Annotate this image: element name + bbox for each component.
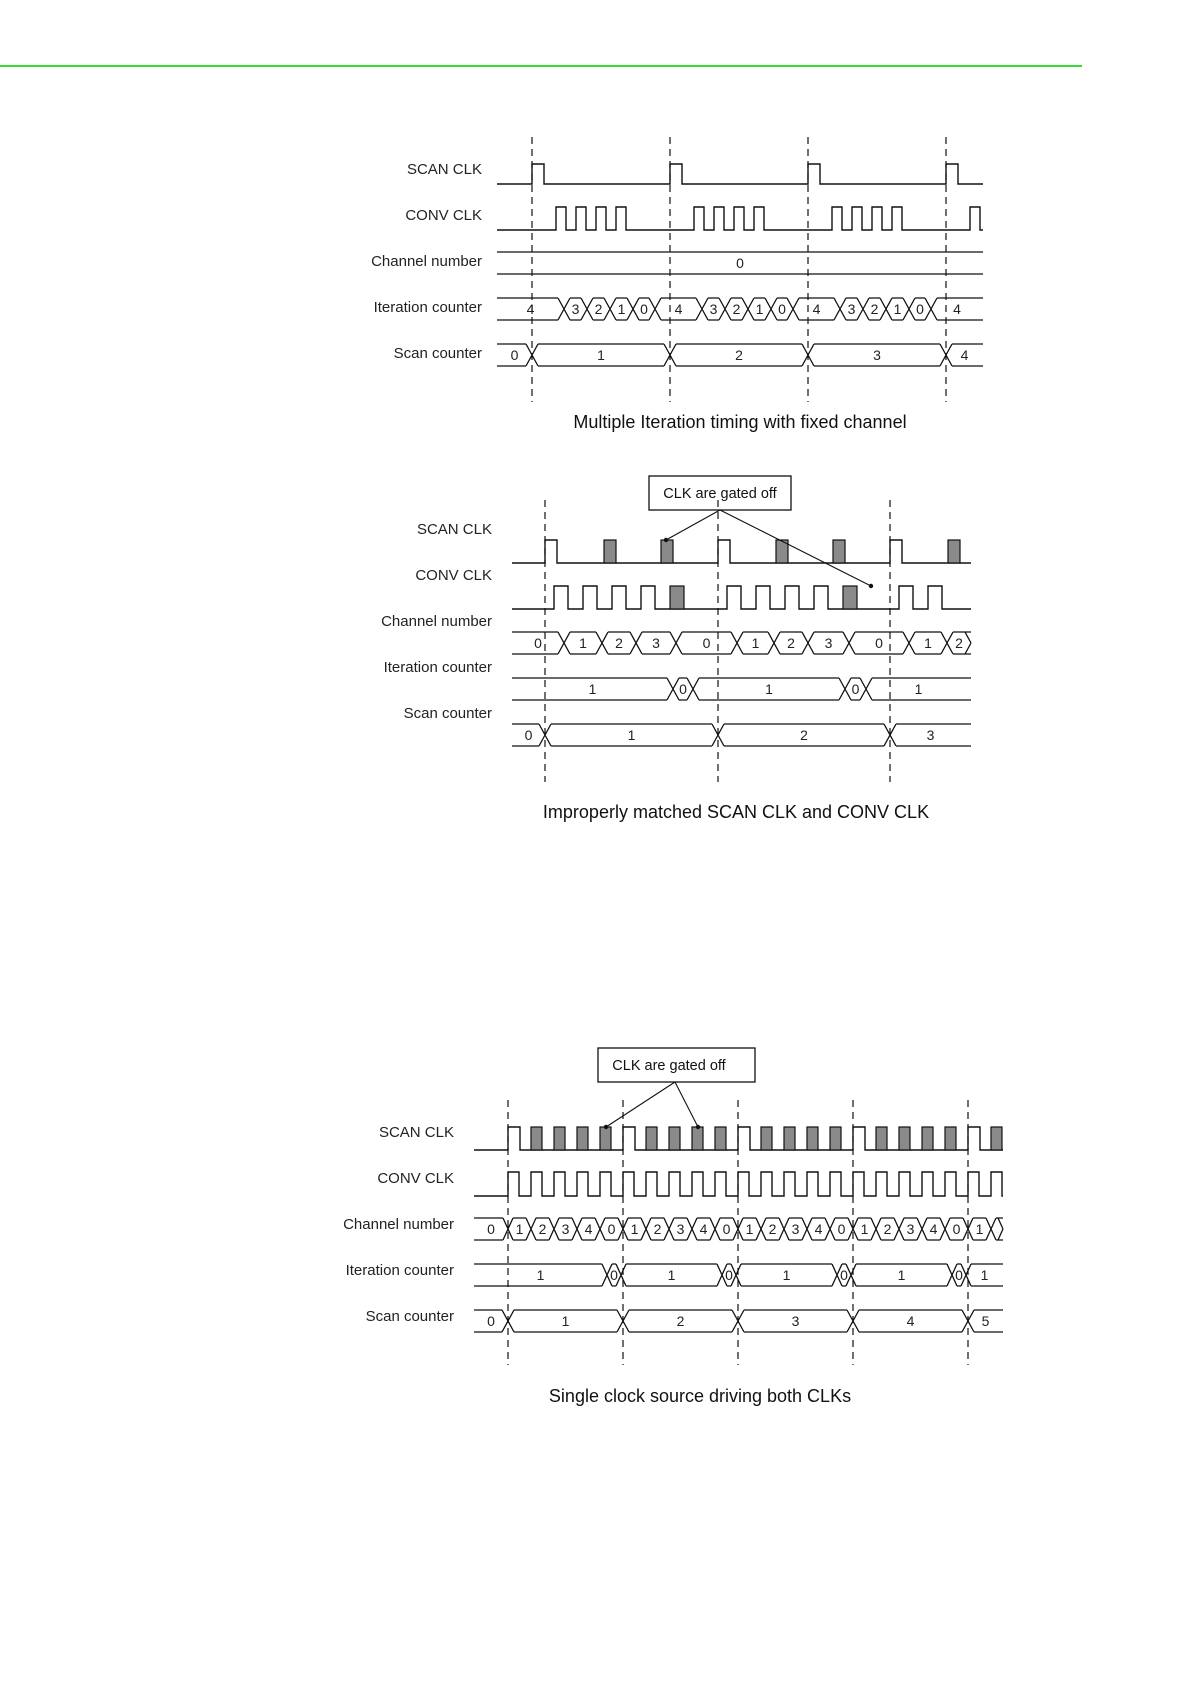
scan-clk-wave: [512, 540, 971, 563]
diagram-single-clock-source: [343, 1048, 1003, 1406]
row-label-conv-clk: CONV CLK: [377, 1170, 454, 1187]
gated-pulse: [669, 1127, 680, 1150]
bus-transition: [604, 298, 616, 320]
bus-transition: [802, 1218, 812, 1240]
bus-value: 1: [860, 1221, 869, 1237]
gated-pulse: [600, 1127, 611, 1150]
bus-value: 1: [630, 1221, 639, 1237]
gated-pulse: [692, 1127, 703, 1150]
bus-value: 1: [745, 1221, 754, 1237]
bus-transition: [667, 678, 679, 700]
bus-value: 2: [735, 347, 743, 363]
bus-value: 0: [840, 1267, 848, 1283]
bus-value: 3: [791, 1313, 800, 1329]
bus-value: 1: [897, 1267, 906, 1283]
gated-pulse: [531, 1127, 542, 1150]
bus-transition: [857, 298, 869, 320]
bus-transition: [802, 632, 814, 654]
bus-open-end: [965, 632, 971, 654]
bus-transition: [742, 298, 754, 320]
bus-transition: [558, 632, 570, 654]
bus-transition: [687, 678, 699, 700]
bus-transition: [787, 298, 799, 320]
gated-pulse: [715, 1127, 726, 1150]
bus-value: 0: [679, 681, 687, 697]
diagram-multiple-iteration: [371, 137, 983, 432]
bus-value: 2: [676, 1313, 685, 1329]
gated-pulse: [843, 586, 857, 609]
gated-pulse: [833, 540, 845, 563]
bus-transition: [903, 298, 915, 320]
diagram-1-waveforms: [497, 137, 983, 402]
bus-value: 1: [914, 681, 923, 697]
bus-transition: [526, 1218, 536, 1240]
gated-pulse: [945, 1127, 956, 1150]
bus-value: 2: [787, 635, 795, 651]
bus-value: 4: [584, 1221, 593, 1237]
bus-value: 3: [873, 347, 881, 363]
row-label-iteration-counter: Iteration counter: [383, 659, 492, 676]
bus-value: 1: [536, 1267, 545, 1283]
bus-value: 0: [487, 1313, 495, 1329]
bus-transition: [549, 1218, 559, 1240]
gated-pulse: [807, 1127, 818, 1150]
callout-dot: [696, 1125, 700, 1129]
bus-value: 4: [929, 1221, 938, 1237]
bus-transition: [860, 678, 872, 700]
bus-transition: [595, 1218, 605, 1240]
bus-value: 0: [725, 1267, 733, 1283]
bus-transition: [880, 298, 892, 320]
bus-value: 1: [597, 347, 605, 363]
bus-value: 3: [824, 635, 833, 651]
bus-transition: [917, 1218, 927, 1240]
bus-transition: [940, 1218, 950, 1240]
diagram-3-waveforms: [474, 1082, 1003, 1365]
bus-value: 4: [674, 301, 683, 317]
bus-value: 0: [851, 681, 860, 697]
bus-transition: [558, 298, 570, 320]
callout-leader: [675, 1082, 698, 1127]
bus-transition: [839, 678, 851, 700]
bus-transition: [986, 1218, 996, 1240]
bus-transition: [843, 632, 855, 654]
bus-value: 1: [975, 1221, 984, 1237]
row-label-iteration-counter: Iteration counter: [345, 1262, 454, 1279]
bus-transition: [731, 632, 743, 654]
gated-pulse: [577, 1127, 588, 1150]
bus-value: 2: [955, 635, 963, 651]
bus-value: 1: [627, 727, 636, 743]
bus-transition: [710, 1218, 720, 1240]
row-label-conv-clk: CONV CLK: [405, 207, 482, 224]
gated-pulse: [661, 540, 673, 563]
bus-value: 0: [875, 635, 883, 651]
bus-transition: [581, 298, 593, 320]
bus-value: 1: [579, 635, 587, 651]
bus-transition: [941, 632, 953, 654]
gated-pulse: [670, 586, 684, 609]
bus-value: 0: [607, 1221, 616, 1237]
row-label-scan-counter: Scan counter: [403, 705, 492, 722]
bus-value: 1: [561, 1313, 570, 1329]
bus-transition: [834, 298, 846, 320]
callout-text: CLK are gated off: [612, 1058, 726, 1074]
bus-value: 4: [526, 301, 535, 317]
bus-value: 0: [955, 1267, 963, 1283]
conv-clk-wave: [512, 586, 971, 609]
bus-transition: [627, 298, 639, 320]
bus-value: 0: [736, 255, 744, 271]
bus-value: 4: [953, 301, 961, 317]
bus-value: 2: [800, 727, 808, 743]
bus-value: 0: [702, 635, 711, 651]
bus-value: 4: [814, 1221, 823, 1237]
row-label-scan-counter: Scan counter: [365, 1308, 454, 1325]
bus-value: 0: [916, 301, 924, 317]
bus-value: 0: [778, 301, 786, 317]
row-label-conv-clk: CONV CLK: [415, 567, 492, 584]
bus-value: 2: [615, 635, 623, 651]
callout-dot: [604, 1125, 608, 1129]
gated-pulse: [948, 540, 960, 563]
row-label-channel-number: Channel number: [381, 613, 492, 630]
callout-text: CLK are gated off: [663, 486, 777, 502]
bus-value: 3: [561, 1221, 570, 1237]
bus-value: 0: [534, 635, 542, 651]
bus-transition: [765, 298, 777, 320]
bus-transition: [825, 1218, 835, 1240]
bus-value: 1: [751, 635, 760, 651]
bus-value: 4: [699, 1221, 708, 1237]
bus-transition: [871, 1218, 881, 1240]
bus-value: 2: [732, 301, 741, 317]
gated-pulse: [761, 1127, 772, 1150]
bus-value: 5: [981, 1313, 990, 1329]
bus-value: 2: [653, 1221, 662, 1237]
bus-transition: [894, 1218, 904, 1240]
gated-pulse: [604, 540, 616, 563]
bus-transition: [649, 298, 661, 320]
bus-value: 3: [676, 1221, 685, 1237]
gated-pulse: [554, 1127, 565, 1150]
bus-value: 2: [594, 301, 603, 317]
row-label-channel-number: Channel number: [371, 253, 482, 270]
bus-value: 1: [755, 301, 764, 317]
bus-value: 1: [893, 301, 902, 317]
gated-pulse: [646, 1127, 657, 1150]
bus-value: 1: [924, 635, 932, 651]
bus-transition: [572, 1218, 582, 1240]
bus-transition: [925, 298, 937, 320]
bus-value: 1: [588, 681, 597, 697]
bus-value: 3: [571, 301, 580, 317]
bus-value: 3: [791, 1221, 800, 1237]
bus-transition: [630, 632, 642, 654]
diagram-caption: Single clock source driving both CLKs: [548, 1386, 852, 1406]
bus-value: 1: [617, 301, 626, 317]
bus-value: 3: [926, 727, 935, 743]
bus-value: 0: [610, 1267, 618, 1283]
gated-pulse: [830, 1127, 841, 1150]
callout-leader: [666, 510, 720, 540]
bus-transition: [756, 1218, 766, 1240]
bus-value: 2: [538, 1221, 547, 1237]
row-label-scan-clk: SCAN CLK: [406, 161, 482, 178]
conv-clk-wave: [497, 207, 983, 230]
bus-transition: [670, 632, 682, 654]
callout-leader: [606, 1082, 675, 1127]
bus-value: 1: [667, 1267, 676, 1283]
callout-dot: [664, 538, 668, 542]
callout-leader: [720, 510, 871, 586]
bus-value: 2: [768, 1221, 777, 1237]
gated-pulse: [899, 1127, 910, 1150]
bus-transition: [641, 1218, 651, 1240]
bus-value: 0: [510, 347, 519, 363]
bus-value: 3: [906, 1221, 915, 1237]
bus-value: 4: [906, 1313, 915, 1329]
bus-transition: [903, 632, 915, 654]
diagram-improperly-matched: [381, 476, 971, 822]
bus-open-end: [998, 1218, 1003, 1240]
bus-transition: [596, 632, 608, 654]
bus-transition: [779, 1218, 789, 1240]
bus-value: 0: [722, 1221, 731, 1237]
bus-value: 1: [980, 1267, 989, 1283]
bus-transition: [696, 298, 708, 320]
bus-value: 1: [515, 1221, 524, 1237]
bus-value: 0: [524, 727, 533, 743]
callout-dot: [869, 584, 873, 588]
bus-transition: [719, 298, 731, 320]
row-label-channel-number: Channel number: [343, 1216, 454, 1233]
bus-value: 1: [782, 1267, 791, 1283]
bus-value: 2: [870, 301, 879, 317]
bus-value: 3: [652, 635, 660, 651]
diagram-caption: Multiple Iteration timing with fixed channel: [573, 412, 907, 432]
bus-value: 0: [837, 1221, 846, 1237]
gated-pulse: [876, 1127, 887, 1150]
bus-value: 0: [487, 1221, 495, 1237]
gated-pulse: [784, 1127, 795, 1150]
diagram-caption: Improperly matched SCAN CLK and CONV CLK: [542, 802, 930, 822]
bus-transition: [664, 1218, 674, 1240]
scan-clk-wave: [497, 164, 983, 184]
bus-value: 2: [883, 1221, 892, 1237]
row-label-scan-clk: SCAN CLK: [378, 1124, 454, 1141]
row-label-scan-counter: Scan counter: [393, 345, 482, 362]
bus-transition: [687, 1218, 697, 1240]
row-label-iteration-counter: Iteration counter: [373, 299, 482, 316]
bus-value: 0: [640, 301, 648, 317]
diagram-2-waveforms: [512, 500, 971, 782]
bus-value: 3: [847, 301, 856, 317]
bus-value: 0: [952, 1221, 961, 1237]
row-label-scan-clk: SCAN CLK: [416, 521, 492, 538]
bus-transition: [768, 632, 780, 654]
bus-value: 1: [765, 681, 773, 697]
bus-value: 4: [812, 301, 821, 317]
bus-value: 3: [709, 301, 718, 317]
gated-pulse: [991, 1127, 1002, 1150]
bus-value: 4: [960, 347, 969, 363]
gated-pulse: [922, 1127, 933, 1150]
